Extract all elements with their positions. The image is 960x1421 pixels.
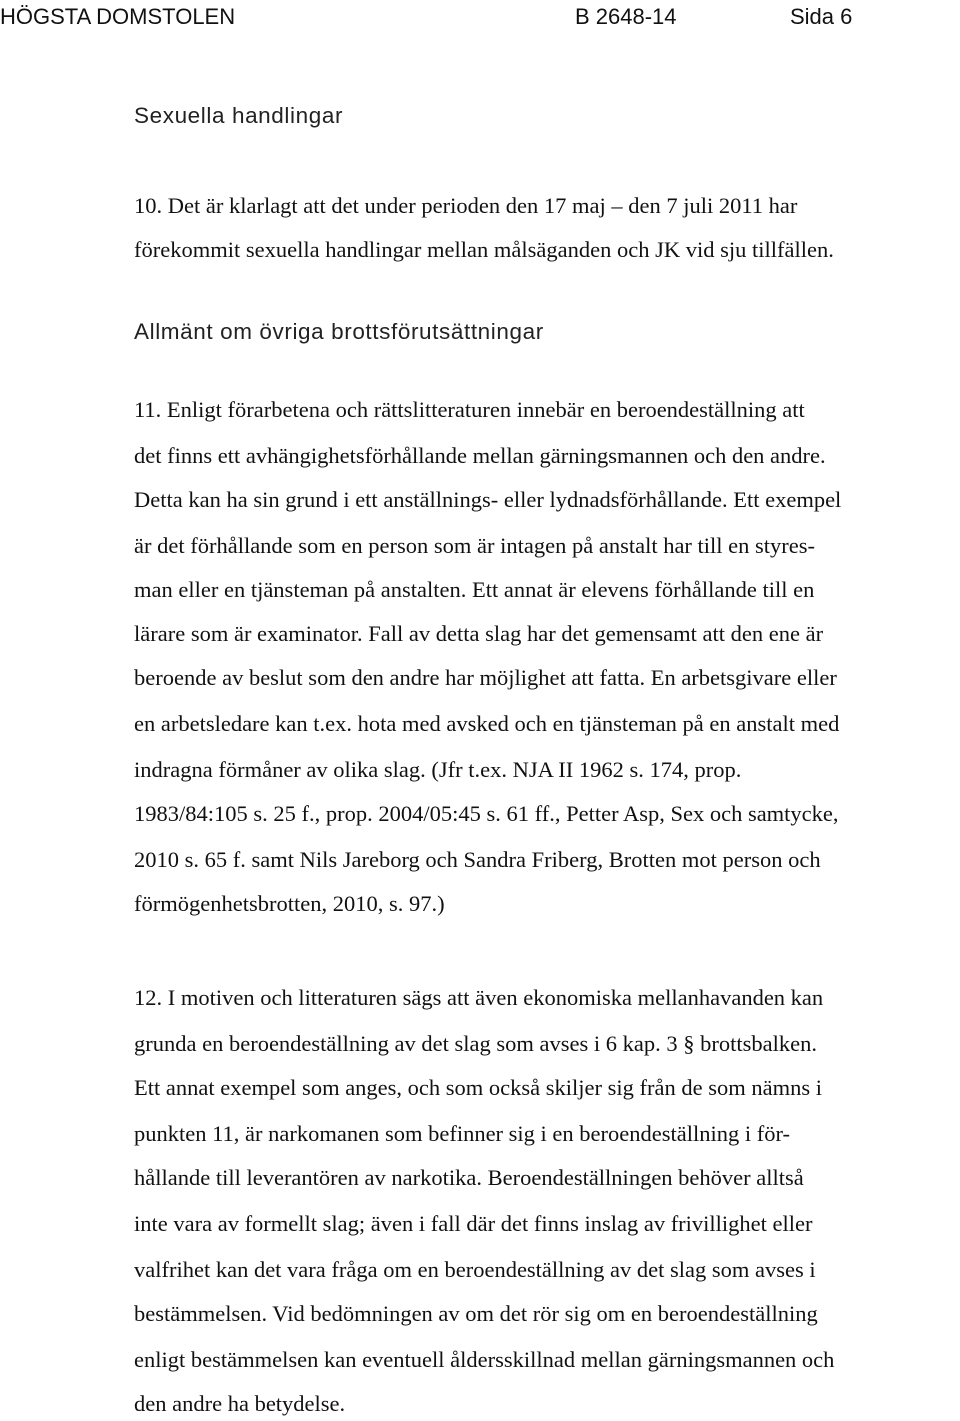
section-heading-sexual-acts: Sexuella handlingar bbox=[134, 103, 344, 128]
paragraph-line bbox=[134, 576, 814, 604]
paragraph-line: enligt bestämmelsen kan eventuell åldersskillnad mellan gärningsmannen och bbox=[134, 1347, 835, 1372]
paragraph-line: förekommit sexuella handlingar mellan målsäganden och JK vid sju tillfällen. bbox=[134, 237, 834, 262]
paragraph-line: förmögenhetsbrotten, 2010, s. 97.) bbox=[134, 891, 445, 916]
paragraph-line: en arbetsledare kan t.ex. hota med avsked och en tjänsteman på en anstalt med bbox=[134, 711, 840, 736]
paragraph-line: Ett annat exempel som anges, och som också skiljer sig från de som nämns i bbox=[134, 1075, 822, 1100]
sentence-segment: Fall av detta slag har det gemensamt att den ene är bbox=[362, 621, 824, 646]
sentence-segment: Ett annat är elevens förhållande till en bbox=[466, 577, 815, 602]
sentence-segment: Ett exempel bbox=[727, 487, 842, 512]
paragraph-line: punkten 11, är narkomanen som befinner sig i en beroendeställning i för- bbox=[134, 1121, 791, 1146]
paragraph-line: det finns ett avhängighetsförhållande mellan gärningsmannen och den andre. bbox=[134, 443, 826, 468]
paragraph-line: den andre ha betydelse. bbox=[134, 1391, 346, 1416]
paragraph-line: 12. I motiven och litteraturen sägs att även ekonomiska mellanhavanden kan bbox=[134, 985, 824, 1010]
paragraph-line: grunda en beroendeställning av det slag som avses i 6 kap. 3 § brottsbalken. bbox=[134, 1031, 817, 1056]
case-number: B 2648-14 bbox=[575, 4, 677, 29]
paragraph-line: hållande till leverantören av narkotika. Beroendeställningen behöver alltså bbox=[134, 1165, 804, 1190]
paragraph-line bbox=[134, 620, 823, 648]
sentence-segment: man eller en tjänsteman på anstalten. bbox=[134, 577, 467, 602]
paragraph-line: 10. Det är klarlagt att det under perioden den 17 maj – den 7 juli 2011 har bbox=[134, 193, 798, 218]
paragraph-line: 2010 s. 65 f. samt Nils Jareborg och Sandra Friberg, Brotten mot person och bbox=[134, 847, 821, 872]
paragraph-line: bestämmelsen. Vid bedömningen av om det rör sig om en beroendeställning bbox=[134, 1301, 818, 1326]
paragraph-line: valfrihet kan det vara fråga om en beroendeställning av det slag som avses i bbox=[134, 1257, 816, 1282]
paragraph-line: beroende av beslut som den andre har möjlighet att fatta. En arbetsgivare eller bbox=[134, 665, 837, 690]
paragraph-line: är det förhållande som en person som är intagen på anstalt har till en styres- bbox=[134, 533, 816, 558]
paragraph-line: 11. Enligt förarbetena och rättslitteraturen innebär en beroendeställning att bbox=[134, 397, 805, 422]
paragraph-line: indragna förmåner av olika slag. (Jfr t.ex. NJA II 1962 s. 174, prop. bbox=[134, 757, 742, 782]
court-name: HÖGSTA DOMSTOLEN bbox=[0, 4, 236, 29]
page-number: Sida 6 bbox=[790, 4, 853, 29]
section-heading-other-conditions: Allmänt om övriga brottsförutsättningar bbox=[134, 319, 544, 344]
paragraph-line: 1983/84:105 s. 25 f., prop. 2004/05:45 s. 61 ff., Petter Asp, Sex och samtycke, bbox=[134, 801, 839, 826]
sentence-segment: lärare som är examinator. bbox=[134, 621, 363, 646]
paragraph-line bbox=[134, 486, 841, 514]
page-header bbox=[0, 2, 960, 32]
paragraph-line: inte vara av formellt slag; även i fall där det finns inslag av frivillighet eller bbox=[134, 1211, 813, 1236]
sentence-segment: Detta kan ha sin grund i ett anställnings- eller lydnadsförhållande. bbox=[134, 487, 728, 512]
